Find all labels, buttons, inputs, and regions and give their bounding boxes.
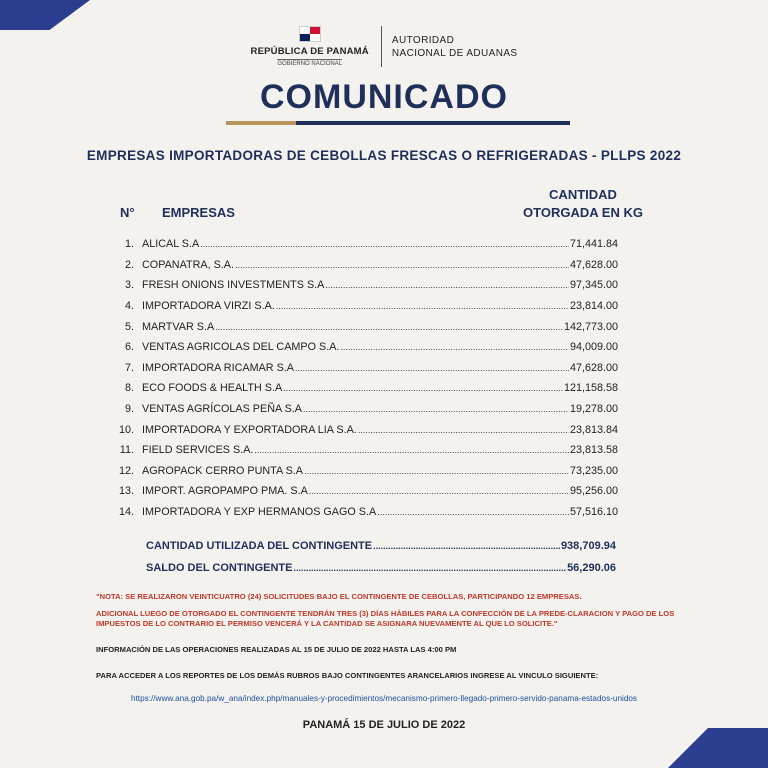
table-row <box>110 461 618 482</box>
row-number: 11. <box>119 444 134 457</box>
company-list <box>110 234 618 522</box>
row-number: 12. <box>118 464 134 477</box>
row-number: 6. <box>124 341 134 354</box>
row-number: 2. <box>124 258 134 271</box>
table-row <box>110 316 618 337</box>
quantity-value: 142,773.00 <box>563 320 618 333</box>
access-instructions: PARA ACCEDER A LOS REPORTES DE LOS DEMÁS RUBROS BAJO CONTINGENTES ARANCELARIOS INGRESE AL VINCULO SIGUIENTE: <box>96 671 599 680</box>
company-name: ALICAL S.A <box>142 238 200 251</box>
table-row <box>110 378 618 399</box>
company-name: IMPORT. AGROPAMPO PMA. S.A <box>142 485 308 498</box>
row-number: 10. <box>118 423 134 436</box>
leader-dots <box>200 239 569 249</box>
agency-line1: AUTORIDAD <box>391 34 455 46</box>
leader-dots <box>340 342 569 352</box>
company-name: ECO FOODS & HEALTH S.A <box>142 382 283 395</box>
leader-dots <box>373 541 560 551</box>
document-date: PANAMÁ 15 DE JULIO DE 2022 <box>302 719 466 731</box>
quantity-value: 23,814.00 <box>569 300 618 313</box>
balance-row <box>146 557 616 579</box>
government-logo <box>251 26 382 67</box>
row-number: 3. <box>124 279 134 292</box>
leader-dots <box>215 322 563 332</box>
column-header-cantidad-line2: OTORGADA EN KG <box>523 205 643 220</box>
row-number: 5. <box>124 320 134 333</box>
row-number: 8. <box>124 382 134 395</box>
table-row <box>110 481 618 502</box>
leader-dots <box>254 445 569 455</box>
quantity-value: 23,813.58 <box>569 444 618 457</box>
table-row <box>110 255 618 276</box>
balance-label: SALDO DEL CONTINGENTE <box>146 562 293 574</box>
quantity-value: 95,256.00 <box>569 485 618 498</box>
quantity-value: 73,235.00 <box>569 464 618 477</box>
company-name: IMPORTADORA Y EXPORTADORA LIA S.A. <box>142 423 357 436</box>
note-deadline: ADICIONAL LUEGO DE OTORGADO EL CONTINGENTE TENDRÁN TRES (3) DÍAS HÁBILES PARA LA CONFECCIÓN DE LA PREDE-CLARACION Y PAGO DE LOS IMPUESTOS DE LO CONTRARIO EL PERMISO VENCERÁ Y LA CANTIDAD SE ASIGNARA NUEVAMENTE AL QUE LO SOLICITE." <box>96 609 675 628</box>
leader-dots <box>303 404 569 414</box>
company-name: IMPORTADORA Y EXP HERMANOS GAGO S.A <box>142 506 377 519</box>
leader-dots <box>295 363 569 373</box>
leader-dots <box>283 383 563 393</box>
table-row <box>110 296 618 317</box>
leader-dots <box>304 466 569 476</box>
note-requests: "NOTA: SE REALIZARON VEINTICUATRO (24) SOLICITUDES BAJO EL CONTINGENTE DE CEBOLLAS, PARTICIPANDO 12 EMPRESAS. <box>96 592 582 601</box>
column-header-cantidad-line1: CANTIDAD <box>549 187 617 202</box>
page-title: COMUNICADO <box>260 78 508 116</box>
row-number: 1. <box>124 238 134 251</box>
leader-dots <box>293 563 566 573</box>
table-row <box>110 419 618 440</box>
gov-sub: GOBIERNO NACIONAL <box>277 61 343 67</box>
balance-value: 56,290.06 <box>567 562 616 574</box>
company-name: AGROPACK CERRO PUNTA S.A <box>142 464 303 477</box>
company-name: VENTAS AGRICOLAS DEL CAMPO S.A. <box>142 341 340 354</box>
title-underline-gold <box>226 121 296 125</box>
column-header-empresas: EMPRESAS <box>162 205 235 220</box>
row-number: 14. <box>118 506 134 519</box>
table-row <box>110 399 618 420</box>
table-row <box>110 337 618 358</box>
row-number: 9. <box>124 403 134 416</box>
leader-dots <box>325 280 569 290</box>
leader-dots <box>276 301 569 311</box>
table-row <box>110 234 618 255</box>
table-row <box>110 275 618 296</box>
title-underline-navy <box>296 121 570 125</box>
totals <box>146 535 616 579</box>
column-header-cantidad <box>500 186 666 222</box>
total-used-label: CANTIDAD UTILIZADA DEL CONTINGENTE <box>146 540 373 552</box>
table-row <box>110 440 618 461</box>
column-header-number: N° <box>120 205 135 220</box>
total-used-row <box>146 535 616 557</box>
leader-dots <box>309 486 569 496</box>
agency-name <box>392 34 518 60</box>
leader-dots <box>235 260 569 270</box>
company-name: VENTAS AGRÍCOLAS PEÑA S.A <box>142 403 303 416</box>
leader-dots <box>377 507 569 517</box>
quantity-value: 19,278.00 <box>569 403 618 416</box>
quantity-value: 57,516.10 <box>569 506 618 519</box>
company-name: FIELD SERVICES S.A. <box>142 444 254 457</box>
reports-link[interactable]: https://www.ana.gob.pa/w_ana/index.php/manuales-y-procedimientos/mecanismo-primero-llegado-primero-servido-panama-estados-unidos <box>130 694 638 703</box>
agency-line2: NACIONAL DE ADUANAS <box>391 47 518 59</box>
quantity-value: 23,813.84 <box>569 423 618 436</box>
quantity-value: 97,345.00 <box>569 279 618 292</box>
company-name: FRESH ONIONS INVESTMENTS S.A <box>142 279 325 292</box>
quantity-value: 71,441.84 <box>569 238 618 251</box>
header <box>0 26 768 67</box>
quantity-value: 47,628.00 <box>569 258 618 271</box>
gov-name: REPÚBLICA DE PANAMÁ <box>250 46 369 57</box>
panama-flag-icon <box>299 26 321 42</box>
company-name: COPANATRA, S.A. <box>142 258 234 271</box>
row-number: 7. <box>124 361 134 374</box>
quantity-value: 121,158.58 <box>563 382 618 395</box>
total-used-value: 938,709.94 <box>560 540 616 552</box>
info-operations: INFORMACIÓN DE LAS OPERACIONES REALIZADAS AL 15 DE JULIO DE 2022 HASTA LAS 4:00 PM <box>96 645 457 654</box>
row-number: 13. <box>118 485 134 498</box>
quantity-value: 47,628.00 <box>569 361 618 374</box>
company-name: IMPORTADORA RICAMAR S.A <box>142 361 294 374</box>
quantity-value: 94,009.00 <box>569 341 618 354</box>
page-subtitle: EMPRESAS IMPORTADORAS DE CEBOLLAS FRESCAS O REFRIGERADAS - PLLPS 2022 <box>86 148 682 163</box>
company-name: IMPORTADORA VIRZI S.A. <box>142 300 275 313</box>
row-number: 4. <box>124 300 134 313</box>
table-row <box>110 502 618 523</box>
corner-decoration-bottom-right <box>668 728 768 768</box>
leader-dots <box>358 425 569 435</box>
company-name: MARTVAR S.A <box>142 320 215 333</box>
table-row <box>110 358 618 379</box>
